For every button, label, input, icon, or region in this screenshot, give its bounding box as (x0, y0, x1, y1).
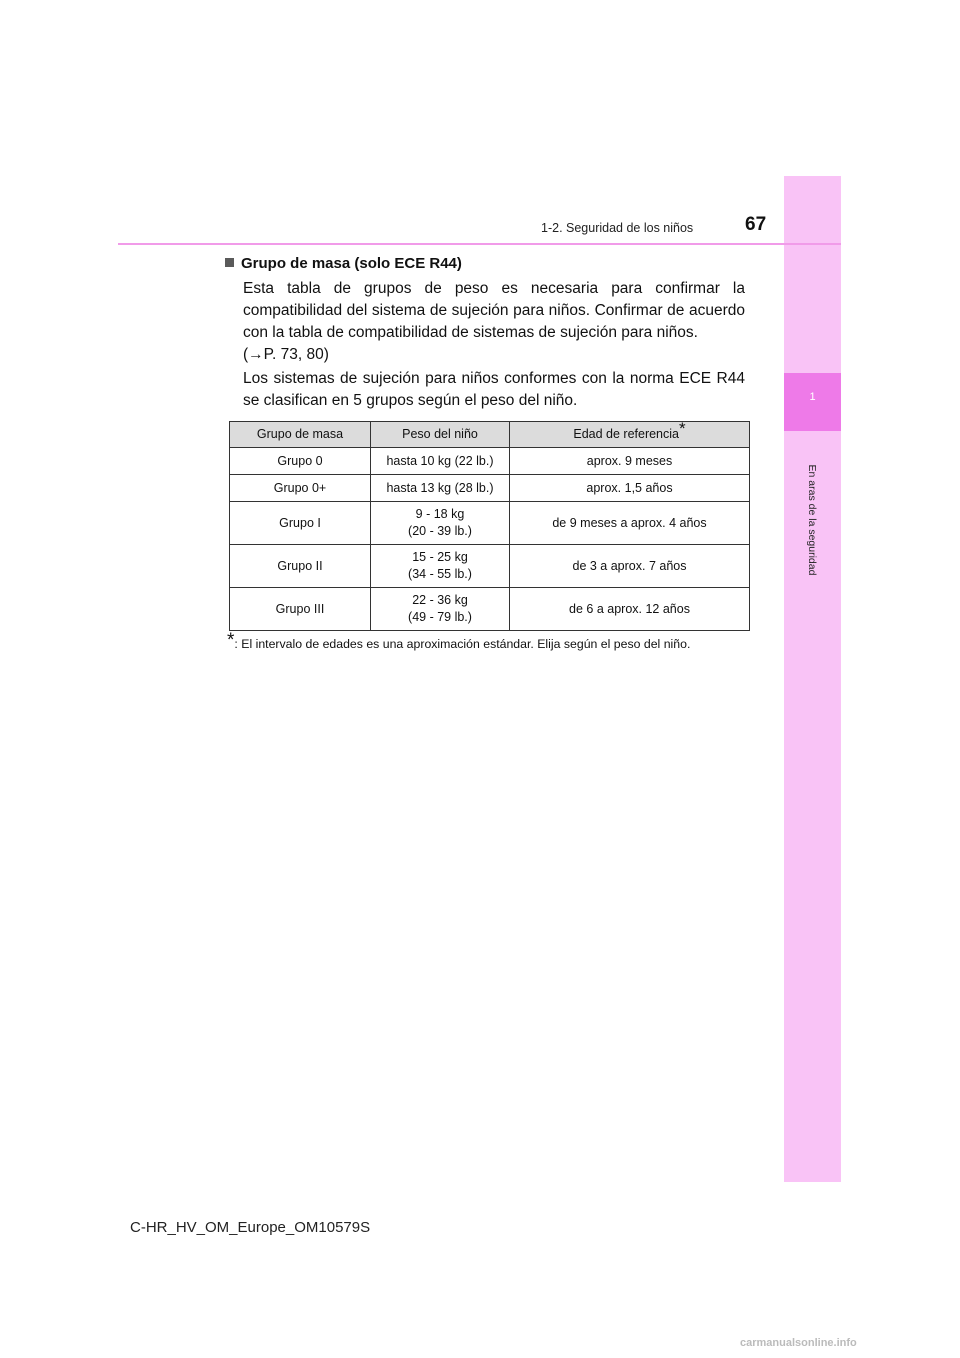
square-bullet-icon (225, 258, 234, 267)
section-title: 1-2. Seguridad de los niños (541, 221, 694, 235)
table-row: Grupo III 22 - 36 kg (49 - 79 lb.) de 6 a aprox. 12 años (230, 588, 750, 631)
table-row: Grupo 0 hasta 10 kg (22 lb.) aprox. 9 meses (230, 448, 750, 475)
page-number: 67 (745, 214, 767, 235)
asterisk-mark: * (679, 419, 686, 438)
document-code: C-HR_HV_OM_Europe_OM10579S (130, 1219, 371, 1236)
footnote: *: El intervalo de edades es una aproximación estándar. Elija según el peso del niño. (227, 630, 691, 651)
mass-group-table (229, 421, 750, 631)
intro-paragraph: Esta tabla de grupos de peso es necesaria para confirmar la compatibilidad del sistema de sujeción para niños. Confirmar de acuerdo con la tabla de compatibilidad de sistemas de sujeción para niños. (243, 280, 745, 341)
table-row: Grupo 0+ hasta 13 kg (28 lb.) aprox. 1,5 años (230, 475, 750, 502)
section-heading (225, 255, 462, 272)
chapter-side-tab (784, 176, 841, 1182)
arrow-icon: → (248, 346, 264, 363)
header-mass-group: Grupo de masa (230, 422, 371, 448)
page-reference: (→P. 73, 80) (243, 346, 329, 363)
classification-paragraph: Los sistemas de sujeción para niños conformes con la norma ECE R44 se clasifican en 5 grupos según el peso del niño. (243, 370, 745, 409)
header-reference-age: Edad de referencia* (510, 422, 750, 448)
table-header-row (230, 422, 750, 448)
heading-text: Grupo de masa (solo ECE R44) (241, 255, 462, 272)
table-row: Grupo I 9 - 18 kg (20 - 39 lb.) de 9 meses a aprox. 4 años (230, 502, 750, 545)
chapter-number: 1 (809, 391, 816, 403)
chapter-title: En aras de la seguridad (806, 464, 818, 576)
header-child-weight: Peso del niño (371, 422, 510, 448)
table-row: Grupo II 15 - 25 kg (34 - 55 lb.) de 3 a aprox. 7 años (230, 545, 750, 588)
asterisk-mark: * (227, 630, 235, 651)
header-divider (118, 243, 841, 245)
page-reference-link[interactable]: P. 73, 80) (263, 346, 329, 363)
watermark: carmanualsonline.info (740, 1337, 857, 1349)
